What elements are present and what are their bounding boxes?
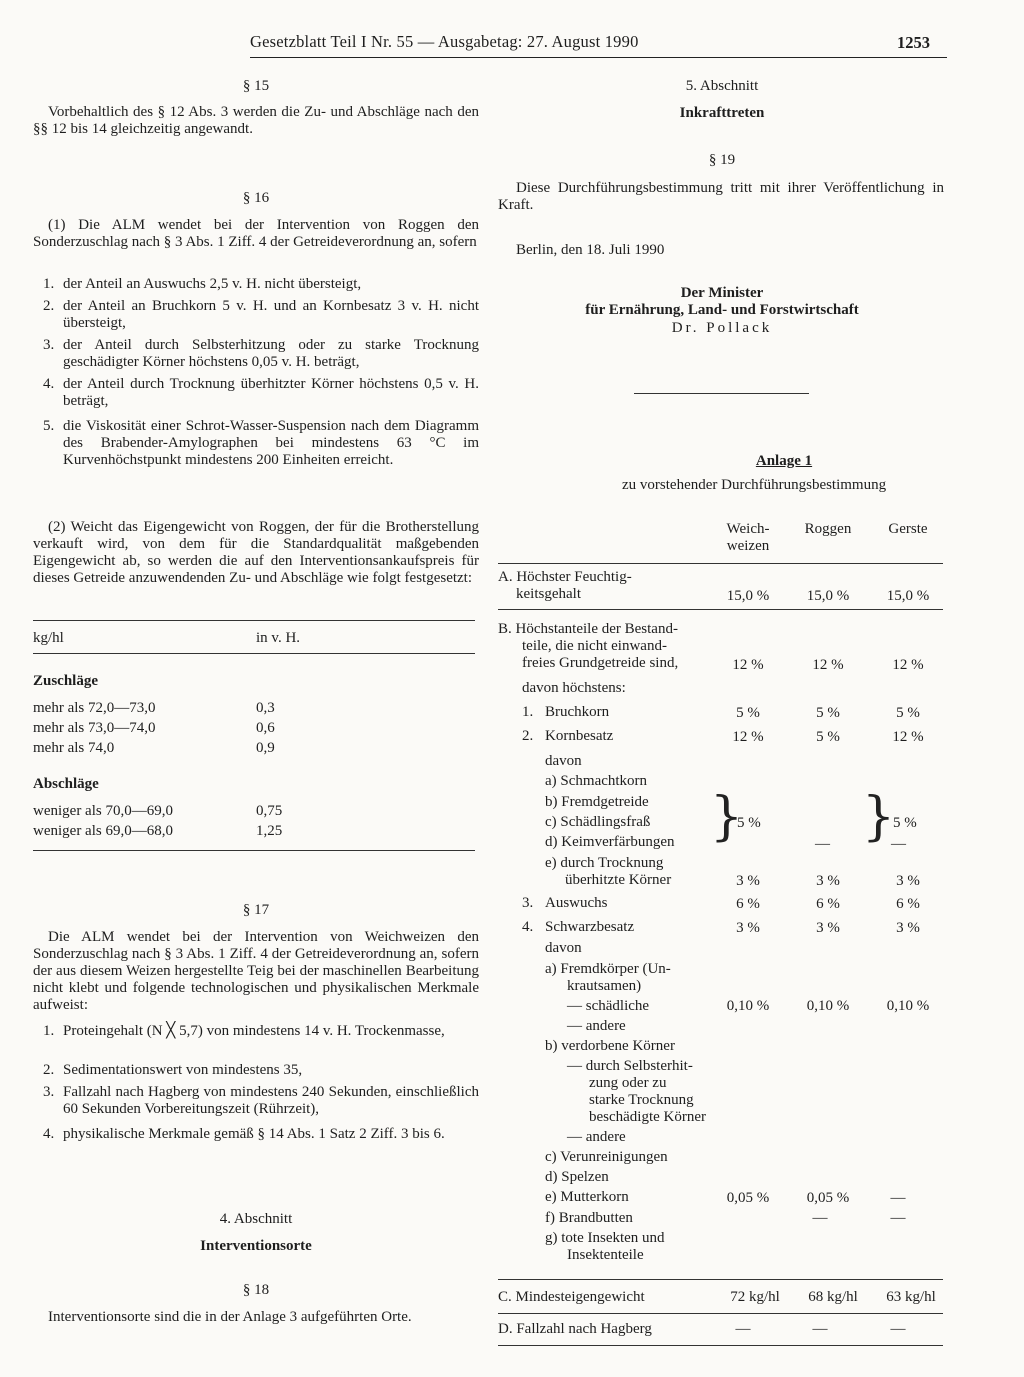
row-3-number: 3.	[522, 895, 534, 911]
row-2d-label: d) Keimverfärbungen	[545, 834, 675, 850]
weight-table-col1-header: kg/hl	[33, 630, 64, 646]
row-4d-label: d) Spelzen	[545, 1169, 609, 1185]
row-4a-sub1: — schädliche	[567, 998, 650, 1014]
row-2c-label: c) Schädlingsfraß	[545, 814, 651, 830]
row-b-value: 12 %	[732, 657, 764, 673]
row-c-value: 68 kg/hl	[808, 1289, 858, 1305]
row-4-number: 4.	[522, 919, 534, 935]
abschnitt-4-title: Interventionsorte	[200, 1238, 312, 1254]
abschlaege-label: Abschläge	[33, 776, 99, 792]
row-4a-sub1-value: 0,10 %	[726, 998, 770, 1014]
row-4a-sub1-value: 0,10 %	[806, 998, 850, 1014]
list-number: 4.	[43, 1126, 55, 1142]
range-cell: weniger als 70,0—69,0	[33, 803, 173, 819]
value-cell: 0,6	[256, 720, 275, 736]
row-2bcd-value: 5 %	[893, 815, 917, 831]
row-4a-sub1-value: 0,10 %	[886, 998, 930, 1014]
row-a-label-l2: keitsgehalt	[516, 586, 581, 602]
value-cell: 1,25	[256, 823, 283, 839]
list-text: Fallzahl nach Hagberg von mindestens 240 Sekunden, einschließlich 60 Sekunden Vorbereitungszeit (Rührzeit),	[63, 1084, 479, 1117]
section-16-list	[33, 276, 479, 469]
weight-table-col2-header: in v. H.	[256, 630, 301, 646]
list-item	[33, 1126, 479, 1143]
list-number: 3.	[43, 337, 55, 353]
list-item	[33, 276, 479, 298]
row-b-davon: davon höchstens:	[522, 680, 626, 696]
list-text: physikalische Merkmale gemäß § 14 Abs. 1 Satz 2 Ziff. 3 bis 6.	[63, 1126, 445, 1142]
row-c-value: 63 kg/hl	[886, 1289, 936, 1305]
table-header-rule	[33, 653, 475, 654]
section-16-heading: § 16	[242, 190, 270, 206]
row-2bcd-value: —	[815, 836, 830, 852]
abschnitt-5-title: Inkrafttreten	[679, 105, 765, 121]
list-text: der Anteil durch Selbsterhitzung oder zu starke Trocknung geschädigter Körner höchstens 0,05 v. H. beträgt,	[63, 337, 479, 370]
row-4-value: 3 %	[896, 920, 920, 936]
row-4b-sub1-l3: starke Trocknung	[589, 1092, 694, 1108]
anlage-bottom-rule	[498, 1345, 943, 1346]
row-a-value: 15,0 %	[726, 588, 770, 604]
row-2e-label-l1: e) durch Trocknung	[545, 855, 664, 871]
row-2-number: 2.	[522, 728, 534, 744]
row-4f-value: —	[890, 1210, 906, 1226]
row-2-davon: davon	[545, 753, 582, 769]
value-cell: 0,9	[256, 740, 275, 756]
range-cell: weniger als 69,0—68,0	[33, 823, 173, 839]
row-4e-label: e) Mutterkorn	[545, 1189, 629, 1205]
row-2b-label: b) Fremdgetreide	[545, 794, 649, 810]
row-2-value: 5 %	[816, 729, 840, 745]
row-2-value: 12 %	[732, 729, 764, 745]
row-4-value: 3 %	[816, 920, 840, 936]
page-number: 1253	[897, 33, 930, 52]
brace-right-icon: }	[862, 787, 896, 847]
row-4f-value: —	[812, 1210, 828, 1226]
table-bottom-rule	[33, 850, 475, 851]
row-d-value: —	[890, 1321, 906, 1337]
row-4c-label: c) Verunreinigungen	[545, 1149, 668, 1165]
col-header-roggen: Roggen	[804, 521, 852, 537]
col-header-gerste: Gerste	[888, 521, 928, 537]
signature-name: Dr. Pollack	[671, 320, 773, 336]
row-4-davon: davon	[545, 940, 582, 956]
list-number: 4.	[43, 376, 55, 392]
row-4b-sub1-l2: zung oder zu	[589, 1075, 667, 1091]
row-4-label: Schwarzbesatz	[545, 919, 635, 935]
row-2e-value: 3 %	[816, 873, 840, 889]
table-row	[33, 720, 155, 737]
value-cell: 0,75	[256, 803, 283, 819]
row-2bcd-value: 5 %	[737, 815, 761, 831]
table-top-rule	[33, 620, 475, 621]
row-b-label-l1: B. Höchstanteile der Bestand-	[498, 621, 678, 637]
row-1-label: Bruchkorn	[545, 704, 610, 720]
row-b-label-l3: freies Grundgetreide sind,	[522, 655, 679, 671]
anlage-row-rule	[498, 1279, 943, 1280]
section-18-heading: § 18	[242, 1282, 270, 1298]
row-4b-label: b) verdorbene Körner	[545, 1038, 675, 1054]
row-d-label: D. Fallzahl nach Hagberg	[498, 1321, 652, 1337]
signature-title: Der Minister	[680, 285, 764, 301]
range-cell: mehr als 74,0	[33, 740, 115, 756]
list-text: der Anteil an Auswuchs 2,5 v. H. nicht übersteigt,	[63, 276, 362, 292]
row-4e-value: —	[890, 1190, 906, 1206]
list-text: die Viskosität einer Schrot-Wasser-Suspension nach dem Diagramm des Brabender-Amylographen bei mindestens 63 °C im Kurvenhöchstpunkt mindestens 200 Einheiten erreicht.	[63, 418, 479, 468]
row-4e-value: 0,05 %	[726, 1190, 770, 1206]
list-item	[33, 1023, 479, 1062]
zuschlaege-label: Zuschläge	[33, 673, 99, 689]
row-3-value: 6 %	[816, 896, 840, 912]
anlage-row-rule	[498, 1313, 943, 1314]
section-18-text: Interventionsorte sind die in der Anlage 3 aufgeführten Orte.	[48, 1309, 412, 1325]
list-number: 1.	[43, 276, 55, 292]
row-4a-label-l2: krautsamen)	[567, 978, 642, 994]
row-4-value: 3 %	[736, 920, 760, 936]
table-row	[33, 740, 114, 757]
list-number: 2.	[43, 1062, 55, 1078]
list-number: 3.	[43, 1084, 55, 1100]
row-4a-label-l1: a) Fremdkörper (Un-	[545, 961, 671, 977]
list-number: 2.	[43, 298, 55, 314]
row-4a-sub2: — andere	[567, 1018, 626, 1034]
anlage-row-rule	[498, 609, 943, 610]
section-19-text: Diese Durchführungsbestimmung tritt mit ihrer Veröffentlichung in Kraft.	[498, 180, 944, 213]
range-cell: mehr als 73,0—74,0	[33, 720, 156, 736]
row-c-label: C. Mindesteigengewicht	[498, 1289, 645, 1305]
list-item	[33, 376, 479, 418]
list-number: 5.	[43, 418, 55, 434]
row-a-value: 15,0 %	[886, 588, 930, 604]
section-16-intro: (1) Die ALM wendet bei der Intervention von Roggen den Sonderzuschlag nach § 3 Abs. 1 Ziff. 4 der Getreideverordnung an, sofern	[33, 217, 479, 250]
list-text: Sedimentationswert von mindestens 35,	[63, 1062, 303, 1078]
row-d-value: —	[812, 1321, 828, 1337]
table-row	[33, 700, 155, 717]
brace-right-icon: }	[710, 787, 744, 847]
signature-ministry: für Ernährung, Land- und Forstwirtschaft	[585, 302, 859, 318]
section-16-para2: (2) Weicht das Eigengewicht von Roggen, der für die Brotherstellung verkauft wird, von dem für die Standardqualität maßgebenden Eigengewicht ab, so werden die auf den Interventionsankaufspreis für dieses Getreide anzuwendenden Zu- und Abschläge wie folgt festgesetzt:	[33, 519, 479, 586]
row-c-value: 72 kg/hl	[730, 1289, 780, 1305]
row-2bcd-value: —	[891, 836, 906, 852]
row-b-value: 12 %	[812, 657, 844, 673]
separator-rule	[634, 393, 809, 394]
row-1-value: 5 %	[896, 705, 920, 721]
row-4g-label-l1: g) tote Insekten und	[545, 1230, 665, 1246]
row-3-value: 6 %	[896, 896, 920, 912]
list-item	[33, 337, 479, 376]
running-header-title: Gesetzblatt Teil I Nr. 55 — Ausgabetag: 27. August 1990	[250, 32, 639, 51]
range-cell: mehr als 72,0—73,0	[33, 700, 156, 716]
row-2e-value: 3 %	[736, 873, 760, 889]
row-2e-label-l2: überhitzte Körner	[565, 872, 672, 888]
row-a-value: 15,0 %	[806, 588, 850, 604]
row-1-value: 5 %	[736, 705, 760, 721]
row-3-label: Auswuchs	[545, 895, 608, 911]
row-d-value: —	[735, 1321, 751, 1337]
row-1-value: 5 %	[816, 705, 840, 721]
anlage-subtitle: zu vorstehender Durchführungsbestimmung	[622, 477, 887, 493]
row-2a-label: a) Schmachtkorn	[545, 773, 648, 789]
row-2-label: Kornbesatz	[545, 728, 614, 744]
abschnitt-4-label: 4. Abschnitt	[219, 1211, 293, 1227]
row-4e-value: 0,05 %	[806, 1190, 850, 1206]
section-19-heading: § 19	[708, 152, 736, 168]
row-3-value: 6 %	[736, 896, 760, 912]
anlage-header-rule	[498, 563, 943, 564]
row-4f-label: f) Brandbutten	[545, 1210, 633, 1226]
list-item	[33, 1062, 479, 1084]
list-item	[33, 1084, 479, 1126]
list-item	[33, 298, 479, 337]
section-17-heading: § 17	[242, 902, 270, 918]
list-text: der Anteil an Bruchkorn 5 v. H. und an Kornbesatz 3 v. H. nicht übersteigt,	[63, 298, 479, 331]
section-15-heading: § 15	[242, 78, 270, 94]
abschnitt-5-label: 5. Abschnitt	[685, 78, 759, 94]
row-4g-label-l2: Insektenteile	[567, 1247, 644, 1263]
anlage-title: Anlage 1	[755, 453, 813, 469]
table-row	[33, 803, 173, 820]
row-a-label-l1: A. Höchster Feuchtig-	[498, 569, 632, 585]
row-2e-value: 3 %	[896, 873, 920, 889]
list-number: 1.	[43, 1023, 55, 1039]
section-17-list	[33, 1023, 479, 1143]
list-text: Proteingehalt (N ╳ 5,7) von mindestens 14 v. H. Trockenmasse,	[63, 1023, 445, 1039]
table-row	[33, 823, 173, 840]
place-date: Berlin, den 18. Juli 1990	[516, 242, 665, 258]
header-rule	[250, 57, 947, 58]
section-15-text: Vorbehaltlich des § 12 Abs. 3 werden die Zu- und Abschläge nach den §§ 12 bis 14 gleichzeitig angewandt.	[33, 104, 479, 137]
list-text: der Anteil durch Trocknung überhitzter Körner höchstens 0,5 v. H. beträgt,	[63, 376, 479, 409]
list-item	[33, 418, 479, 469]
row-4b-sub2: — andere	[567, 1129, 626, 1145]
row-4b-sub1-l4: beschädigte Körner	[589, 1109, 707, 1125]
col-header-weichweizen: Weich- weizen	[726, 521, 770, 554]
row-2-value: 12 %	[892, 729, 924, 745]
row-1-number: 1.	[522, 704, 534, 720]
section-17-intro: Die ALM wendet bei der Intervention von Weichweizen den Sonderzuschlag nach § 3 Abs. 1 Ziff. 4 der Getreideverordnung an, sofern der aus diesem Weizen hergestellte Teig bei der maschinellen Bearbeitung nicht klebt und folgende technologischen und physikalischen Merkmale aufweist:	[33, 929, 479, 1013]
row-b-label-l2: teile, die nicht einwand-	[522, 638, 667, 654]
row-4b-sub1-l1: — durch Selbsterhit-	[567, 1058, 693, 1074]
row-b-value: 12 %	[892, 657, 924, 673]
value-cell: 0,3	[256, 700, 275, 716]
